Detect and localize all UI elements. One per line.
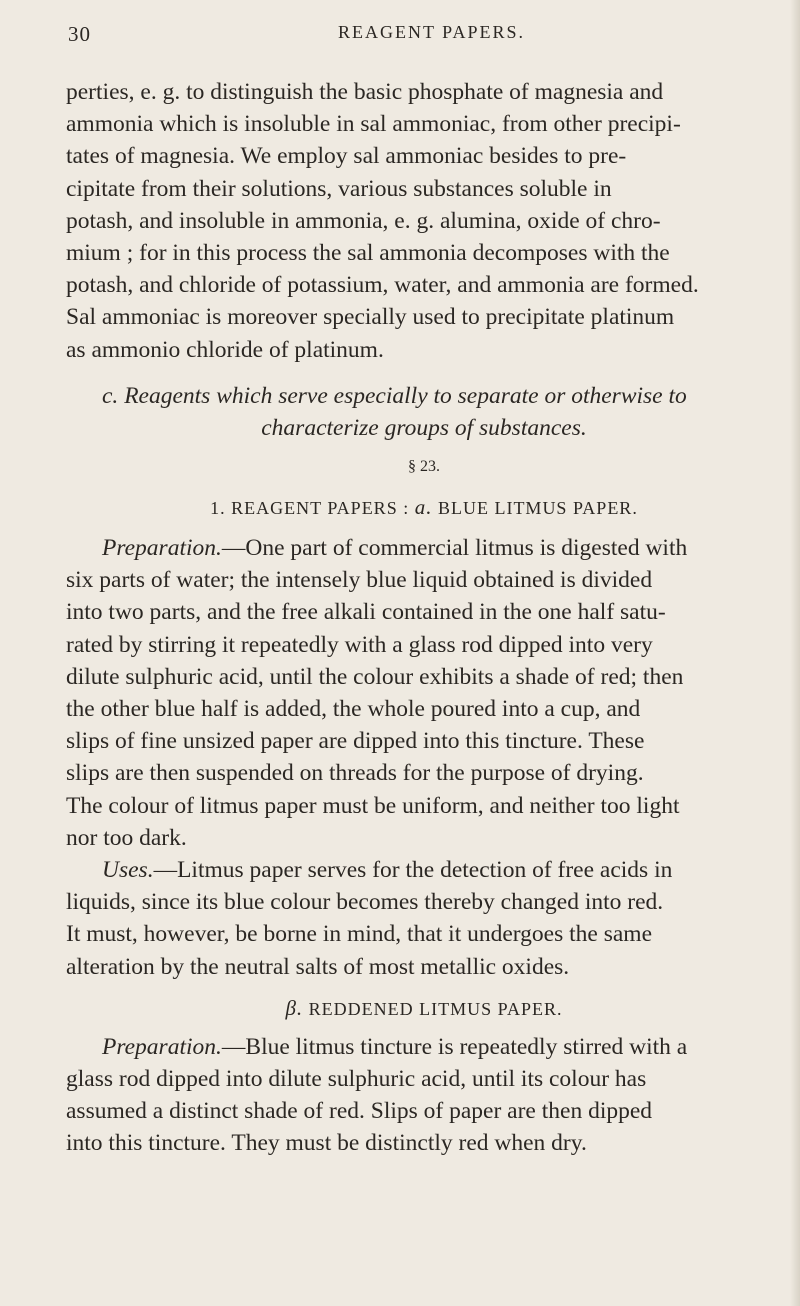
section-c-heading [66, 380, 782, 412]
page-edge-shadow [790, 0, 800, 1306]
body-text [66, 76, 782, 1159]
text-line: glass rod dipped into dilute sulphuric acid, until its colour has [66, 1065, 647, 1092]
preparation-label: Preparation. [102, 535, 222, 562]
preparation-label: Preparation. [102, 1033, 222, 1060]
text-line [66, 532, 782, 564]
uses-label: Uses. [102, 856, 154, 883]
subheading-2-title: REDDENED LITMUS PAPER. [308, 998, 563, 1019]
text-line: ammonia which is insoluble in sal ammoniac, from other precipi- [66, 111, 681, 138]
text-line: potash, and insoluble in ammonia, e. g. alumina, oxide of chro- [66, 207, 661, 234]
text-line: It must, however, be borne in mind, that it undergoes the same [66, 921, 652, 948]
page-number: 30 [68, 22, 91, 46]
text-line: perties, e. g. to distinguish the basic phosphate of magnesia and [66, 79, 664, 105]
uses-paragraph-1 [66, 854, 782, 983]
text-line: slips of fine unsized paper are dipped into this tincture. These [66, 728, 645, 755]
subheading-1-text: 1. REAGENT PAPERS : [210, 498, 410, 519]
text-line: assumed a distinct shade of red. Slips of paper are then dipped [66, 1098, 653, 1125]
preparation-paragraph-1 [66, 532, 782, 854]
text-line: The colour of litmus paper must be uniform, and neither too light [66, 792, 680, 819]
subheading-2-prefix: β. [285, 995, 304, 1020]
text-line: into this tincture. They must be distinctly red when dry. [66, 1130, 587, 1157]
subheading-1-title: BLUE LITMUS PAPER. [437, 498, 638, 519]
text-line: the other blue half is added, the whole poured into a cup, and [66, 696, 641, 722]
subheading-1-prefix: a. [414, 495, 433, 520]
preparation-paragraph-2 [66, 1031, 782, 1160]
text-span: —Blue litmus tincture is repeatedly stirred with a [221, 1033, 688, 1060]
subheading-reagent-papers [66, 490, 782, 524]
section-c-title-line2: characterize groups of substances. [261, 414, 587, 441]
text-line [66, 1031, 782, 1063]
subheading-reddened-litmus [66, 991, 782, 1025]
text-span: —One part of commercial litmus is digested with [221, 535, 688, 562]
text-line: Sal ammoniac is moreover specially used to precipitate platinum [66, 304, 675, 331]
page-header [68, 22, 768, 52]
text-line: mium ; for in this process the sal ammonia decomposes with the [66, 239, 670, 266]
text-span: —Litmus paper serves for the detection of free acids in [153, 856, 673, 883]
running-title: REAGENT PAPERS. [338, 22, 526, 42]
spacer [66, 366, 782, 380]
section-c-prefix: c. [102, 382, 119, 409]
text-line: liquids, since its blue colour becomes thereby changed into red. [66, 889, 664, 916]
text-line: rated by stirring it repeatedly with a glass rod dipped into very [66, 631, 653, 658]
text-line: dilute sulphuric acid, until the colour exhibits a shade of red; then [66, 663, 684, 690]
text-line: as ammonio chloride of platinum. [66, 336, 384, 363]
text-line: potash, and chloride of potassium, water, and ammonia are formed. [66, 272, 699, 299]
text-line: six parts of water; the intensely blue liquid obtained is divided [66, 567, 653, 594]
paragraph-continuation [66, 76, 782, 366]
text-line: slips are then suspended on threads for the purpose of drying. [66, 760, 644, 787]
section-number: § 23. [408, 458, 440, 476]
text-line: tates of magnesia. We employ sal ammoniac besides to pre- [66, 143, 627, 170]
text-line: into two parts, and the free alkali contained in the one half satu- [66, 599, 666, 626]
section-c-title-line1: Reagents which serve especially to separate or otherwise to [124, 382, 687, 409]
text-line: alteration by the neutral salts of most metallic oxides. [66, 953, 570, 980]
text-line [66, 854, 782, 886]
text-line: nor too dark. [66, 824, 187, 851]
text-line: cipitate from their solutions, various substances soluble in [66, 175, 612, 202]
